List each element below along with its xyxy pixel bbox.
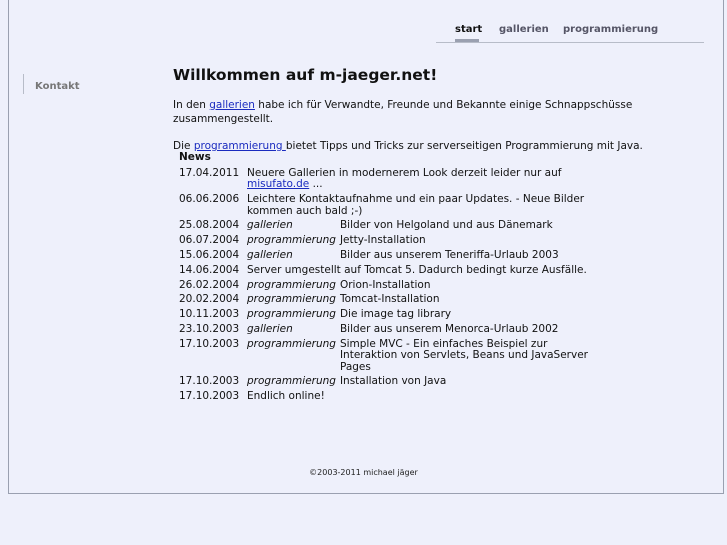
news-message	[247, 168, 604, 194]
news-category: programmierung	[247, 293, 336, 306]
news-category: programmierung	[247, 278, 336, 291]
news-category: programmierung	[247, 337, 336, 350]
news-row	[179, 376, 604, 391]
news-message-text: Endlich online!	[247, 390, 325, 403]
news-date: 25.08.2004	[179, 219, 240, 232]
news-date: 06.06.2006	[179, 193, 240, 206]
footer-copyright: ©2003-2011 michael jäger	[309, 468, 418, 477]
news-category: gallerien	[247, 249, 293, 261]
news-row	[179, 168, 604, 194]
news-message: Simple MVC - Ein einfaches Beispiel zur Interaktion von Servlets, Beans und JavaServer Pages	[339, 337, 588, 373]
news-date: 17.10.2003	[179, 390, 240, 403]
news-date: 14.06.2004	[179, 263, 240, 276]
news-message-tail: ...	[309, 178, 323, 191]
page-title: Willkommen auf m-jaeger.net!	[173, 66, 438, 84]
news-date: 10.11.2003	[179, 308, 240, 321]
nav-start[interactable]: start	[455, 24, 483, 35]
news-message-text: Neuere Gallerien in modernerem Look derzeit leider nur auf	[247, 167, 562, 179]
news-date: 06.07.2004	[179, 234, 240, 247]
news-message: Bilder aus unserem Teneriffa-Urlaub 2003	[339, 249, 559, 261]
news-message: Bilder von Helgoland und aus Dänemark	[339, 219, 553, 232]
nav-gallerien[interactable]: gallerien	[499, 24, 549, 35]
news-message	[247, 194, 604, 220]
news-date: 17.10.2003	[179, 337, 240, 350]
nav-active-indicator	[455, 39, 479, 42]
news-date: 17.04.2011	[179, 167, 240, 179]
news-date: 20.02.2004	[179, 293, 240, 306]
news-row	[179, 391, 604, 406]
news-row	[179, 194, 604, 220]
news-row	[179, 324, 604, 339]
intro1-text-pre: In den	[173, 99, 210, 111]
intro-gallerien-link[interactable]: gallerien	[209, 99, 255, 111]
news-date: 15.06.2004	[179, 249, 240, 261]
news-message: Bilder aus unserem Menorca-Urlaub 2002	[339, 322, 559, 335]
news-message: Jetty-Installation	[339, 234, 426, 247]
news-category: programmierung	[247, 234, 336, 247]
news-row	[179, 265, 604, 280]
sidebar	[23, 74, 80, 94]
news-date: 17.10.2003	[179, 375, 240, 388]
intro-programmierung-link[interactable]: programmierung	[193, 140, 286, 152]
news-message: Installation von Java	[339, 375, 447, 388]
news-section	[179, 151, 619, 406]
news-row	[179, 235, 604, 250]
news-row	[179, 294, 604, 309]
news-heading: News	[179, 151, 211, 163]
news-row	[179, 250, 604, 265]
intro-gallerien	[173, 98, 713, 126]
news-message	[247, 391, 604, 406]
news-message-text: Server umgestellt auf Tomcat 5. Dadurch bedingt kurze Ausfälle.	[247, 263, 587, 276]
news-date: 23.10.2003	[179, 322, 240, 335]
sidebar-item-kontakt[interactable]: Kontakt	[35, 81, 80, 92]
news-link[interactable]: misufato.de	[247, 178, 310, 191]
news-row	[179, 220, 604, 235]
news-row	[179, 280, 604, 295]
news-message: Die image tag library	[339, 308, 452, 321]
news-category: gallerien	[247, 219, 293, 232]
news-table	[179, 168, 604, 406]
nav-programmierung[interactable]: programmierung	[563, 24, 659, 35]
intro2-text-pre: Die	[173, 140, 194, 152]
top-navigation	[436, 22, 704, 43]
intro1-text-post: habe ich für Verwandte, Freunde und Bekannte einige Schnappschüsse zusammengestellt.	[173, 99, 633, 125]
news-row	[179, 339, 604, 377]
main-content	[173, 66, 713, 153]
news-message	[247, 265, 604, 280]
news-row	[179, 309, 604, 324]
news-message: Orion-Installation	[339, 278, 431, 291]
news-message-text: Leichtere Kontaktaufnahme und ein paar Updates. - Neue Bilder kommen auch bald ;-)	[247, 193, 585, 217]
news-category: programmierung	[247, 375, 336, 388]
intro2-text-post: bietet Tipps und Tricks zur serverseitigen Programmierung mit Java.	[285, 140, 643, 152]
news-category: programmierung	[247, 308, 336, 321]
news-category: gallerien	[247, 322, 293, 335]
news-date: 26.02.2004	[179, 278, 240, 291]
news-message: Tomcat-Installation	[339, 293, 440, 306]
